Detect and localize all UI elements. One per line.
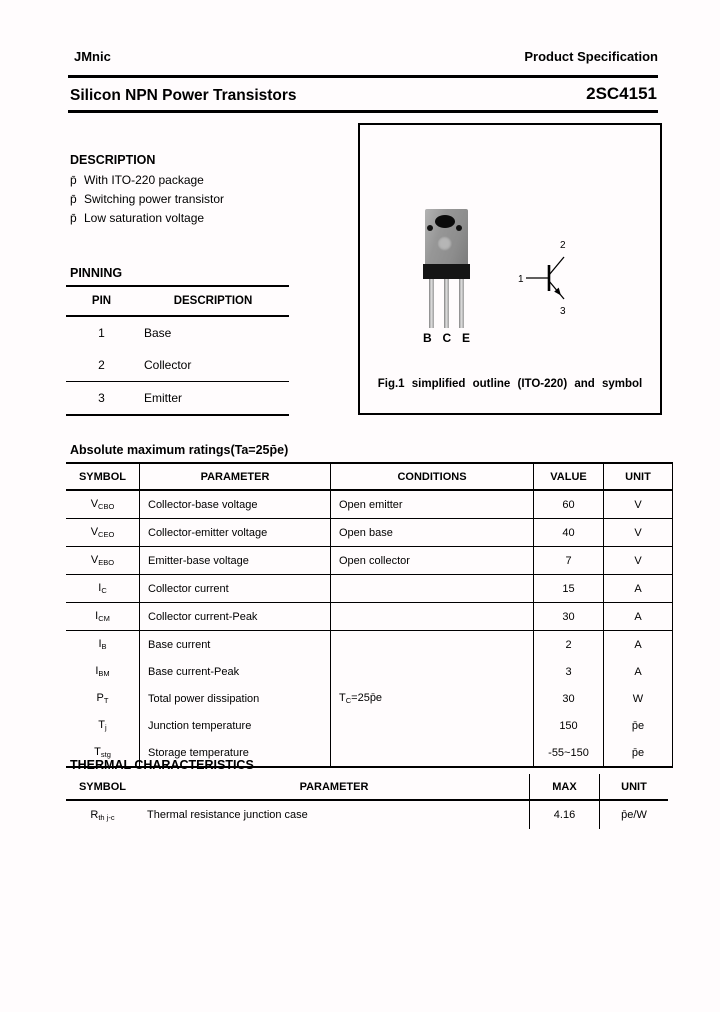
symbol-subscript: CBO bbox=[98, 502, 115, 511]
thermal-header-row bbox=[66, 774, 668, 800]
abs-max-header-row bbox=[66, 463, 673, 490]
package-leg-emitter bbox=[459, 279, 464, 328]
pin-label-c: C bbox=[442, 331, 452, 345]
abs-max-body bbox=[66, 490, 673, 767]
thermal-row bbox=[66, 800, 668, 829]
pinning-heading: PINNING bbox=[70, 266, 123, 280]
thermal-table bbox=[66, 774, 668, 829]
abs-max-row bbox=[66, 631, 673, 659]
transistor-symbol-icon bbox=[512, 231, 582, 321]
conditions-cell: Open base bbox=[331, 519, 534, 547]
description-item bbox=[70, 208, 330, 227]
symbol-cell bbox=[66, 490, 140, 519]
unit-cell: A bbox=[604, 631, 673, 659]
column-header-parameter: PARAMETER bbox=[139, 774, 530, 800]
package-leg-base bbox=[429, 279, 434, 328]
symbol-main: V bbox=[90, 498, 99, 510]
symbol-subscript: CM bbox=[98, 614, 110, 623]
pin-label-b: B bbox=[423, 331, 432, 345]
parameter-cell: Junction temperature bbox=[140, 712, 331, 739]
symbol-subscript: j bbox=[105, 723, 107, 732]
symbol-subscript: C bbox=[101, 586, 107, 595]
abs-max-heading: Absolute maximum ratings(Ta=25p̄e) bbox=[70, 443, 289, 457]
abs-max-row bbox=[66, 547, 673, 575]
unit-cell: p̄e bbox=[604, 739, 673, 767]
symbol-cell bbox=[66, 631, 140, 659]
abs-max-row bbox=[66, 519, 673, 547]
package-collar bbox=[423, 264, 470, 279]
column-header-value: VALUE bbox=[534, 463, 604, 490]
symbol-subscript: B bbox=[101, 642, 107, 651]
pin-description-cell: Base bbox=[144, 326, 172, 340]
column-header-parameter: PARAMETER bbox=[140, 463, 331, 490]
abs-max-row bbox=[66, 712, 673, 739]
part-number: 2SC4151 bbox=[586, 84, 657, 103]
parameter-cell: Storage temperature bbox=[140, 739, 331, 767]
unit-cell: A bbox=[604, 603, 673, 631]
symbol-cell bbox=[66, 547, 140, 575]
column-header-unit: UNIT bbox=[600, 774, 669, 800]
parameter-cell: Collector current bbox=[140, 575, 331, 603]
unit-cell: A bbox=[604, 658, 673, 685]
parameter-cell: Collector current-Peak bbox=[140, 603, 331, 631]
column-header-description: DESCRIPTION bbox=[137, 286, 289, 316]
symbol-subscript: CEO bbox=[98, 530, 115, 539]
conditions-cell bbox=[331, 658, 534, 685]
abs-max-row bbox=[66, 658, 673, 685]
conditions-cell bbox=[331, 739, 534, 767]
symbol-main: V bbox=[90, 554, 99, 566]
column-header-conditions: CONDITIONS bbox=[331, 463, 534, 490]
bullet-icon: p̄ bbox=[70, 172, 77, 187]
column-header-pin: PIN bbox=[66, 286, 137, 316]
condition-subscript: C bbox=[345, 696, 352, 705]
unit-cell: p̄e/W bbox=[621, 809, 647, 821]
unit-cell: V bbox=[604, 490, 673, 519]
symbol-subscript: th j-c bbox=[98, 812, 115, 822]
package-leg-collector bbox=[444, 279, 449, 328]
unit-cell: W bbox=[604, 685, 673, 712]
value-cell: 30 bbox=[534, 685, 604, 712]
symbol-main: T bbox=[98, 719, 106, 731]
thermal-heading: THERMAL CHARACTERISTICS bbox=[70, 758, 254, 772]
symbol-label-base: 1 bbox=[518, 274, 524, 285]
pin-cell: 1 bbox=[98, 326, 105, 340]
symbol-cell bbox=[66, 685, 140, 712]
unit-cell: A bbox=[604, 575, 673, 603]
value-cell: 150 bbox=[534, 712, 604, 739]
parameter-cell: Emitter-base voltage bbox=[140, 547, 331, 575]
value-cell: -55~150 bbox=[534, 739, 604, 767]
description-list bbox=[70, 170, 330, 227]
abs-max-row bbox=[66, 603, 673, 631]
abs-max-row bbox=[66, 685, 673, 712]
symbol-main: I bbox=[98, 638, 102, 650]
max-cell: 4.16 bbox=[530, 800, 600, 829]
brand-text: JMnic bbox=[74, 49, 111, 64]
symbol-cell bbox=[66, 712, 140, 739]
symbol-main: P bbox=[96, 692, 104, 704]
bullet-icon: p̄ bbox=[70, 210, 77, 225]
symbol-label-collector: 2 bbox=[560, 240, 566, 251]
value-cell: 7 bbox=[534, 547, 604, 575]
unit-cell: p̄e bbox=[604, 712, 673, 739]
value-cell: 60 bbox=[534, 490, 604, 519]
description-item-text: Low saturation voltage bbox=[84, 210, 205, 225]
value-cell: 3 bbox=[534, 658, 604, 685]
conditions-cell bbox=[331, 712, 534, 739]
conditions-cell bbox=[331, 575, 534, 603]
parameter-cell: Collector-emitter voltage bbox=[140, 519, 331, 547]
conditions-cell: Open collector bbox=[331, 547, 534, 575]
column-header-unit: UNIT bbox=[604, 463, 673, 490]
parameter-cell: Collector-base voltage bbox=[140, 490, 331, 519]
symbol-main: I bbox=[95, 665, 99, 677]
symbol-subscript: BM bbox=[98, 669, 110, 678]
symbol-main: T bbox=[94, 746, 101, 758]
pinning-body bbox=[66, 316, 289, 415]
symbol-cell bbox=[66, 658, 140, 685]
parameter-cell: Base current-Peak bbox=[140, 658, 331, 685]
description-item-text: Switching power transistor bbox=[84, 191, 225, 206]
unit-cell: V bbox=[604, 519, 673, 547]
column-header-symbol: SYMBOL bbox=[66, 463, 140, 490]
figure-caption: Fig.1 simplified outline (ITO-220) and symbol bbox=[377, 378, 643, 390]
unit-cell: V bbox=[604, 547, 673, 575]
value-cell: 30 bbox=[534, 603, 604, 631]
figure-box bbox=[358, 123, 662, 415]
thermal-body bbox=[66, 800, 668, 829]
pin-description-cell: Emitter bbox=[137, 382, 289, 416]
pin-label-e: E bbox=[461, 331, 470, 345]
description-heading: DESCRIPTION bbox=[70, 153, 156, 167]
package-dot-right bbox=[456, 225, 462, 231]
header-rule bbox=[68, 75, 658, 78]
value-cell: 2 bbox=[534, 631, 604, 659]
description-item-text: With ITO-220 package bbox=[84, 172, 204, 187]
condition-rest: =25p̄e bbox=[351, 692, 383, 704]
parameter-cell: Base current bbox=[140, 631, 331, 659]
symbol-subscript: T bbox=[103, 696, 109, 705]
page-title: Silicon NPN Power Transistors bbox=[70, 87, 297, 104]
symbol-main: V bbox=[90, 526, 99, 538]
package-pin-labels bbox=[423, 331, 470, 345]
abs-max-row bbox=[66, 490, 673, 519]
doc-type-text: Product Specification bbox=[524, 49, 658, 64]
symbol-main: R bbox=[90, 808, 99, 821]
pinning-row bbox=[66, 316, 289, 349]
condition-main: T bbox=[339, 692, 346, 704]
package-dot-left bbox=[427, 225, 433, 231]
symbol-main: I bbox=[98, 582, 102, 594]
value-cell: 40 bbox=[534, 519, 604, 547]
parameter-cell: Total power dissipation bbox=[140, 685, 331, 712]
symbol-cell bbox=[66, 519, 140, 547]
symbol-subscript: EBO bbox=[98, 558, 115, 567]
symbol-label-emitter: 3 bbox=[560, 306, 566, 317]
abs-max-row bbox=[66, 575, 673, 603]
parameter-cell: Thermal resistance junction case bbox=[147, 809, 308, 821]
symbol-main: I bbox=[95, 610, 99, 622]
column-header-max: MAX bbox=[530, 774, 600, 800]
pin-cell: 3 bbox=[66, 382, 137, 416]
transistor-photo bbox=[423, 209, 483, 354]
pinning-row bbox=[66, 382, 289, 416]
package-mounting-hole bbox=[435, 215, 455, 228]
title-rule bbox=[68, 110, 658, 113]
pinning-row bbox=[66, 349, 289, 382]
package-die-circle bbox=[437, 236, 452, 251]
conditions-cell: Open emitter bbox=[331, 490, 534, 519]
symbol-subscript: stg bbox=[100, 750, 111, 759]
symbol-cell bbox=[66, 575, 140, 603]
value-cell: 15 bbox=[534, 575, 604, 603]
description-item bbox=[70, 170, 330, 189]
conditions-cell bbox=[331, 631, 534, 659]
abs-max-table bbox=[66, 462, 673, 768]
bullet-icon: p̄ bbox=[70, 191, 77, 206]
pinning-table bbox=[66, 285, 289, 416]
symbol-cell bbox=[66, 603, 140, 631]
pinning-header-row bbox=[66, 286, 289, 316]
pin-cell: 2 bbox=[66, 349, 137, 382]
column-header-symbol: SYMBOL bbox=[66, 774, 139, 800]
conditions-cell bbox=[331, 685, 534, 712]
description-item bbox=[70, 189, 330, 208]
conditions-cell bbox=[331, 603, 534, 631]
symbol-cell bbox=[66, 800, 139, 829]
pin-description-cell: Collector bbox=[137, 349, 289, 382]
